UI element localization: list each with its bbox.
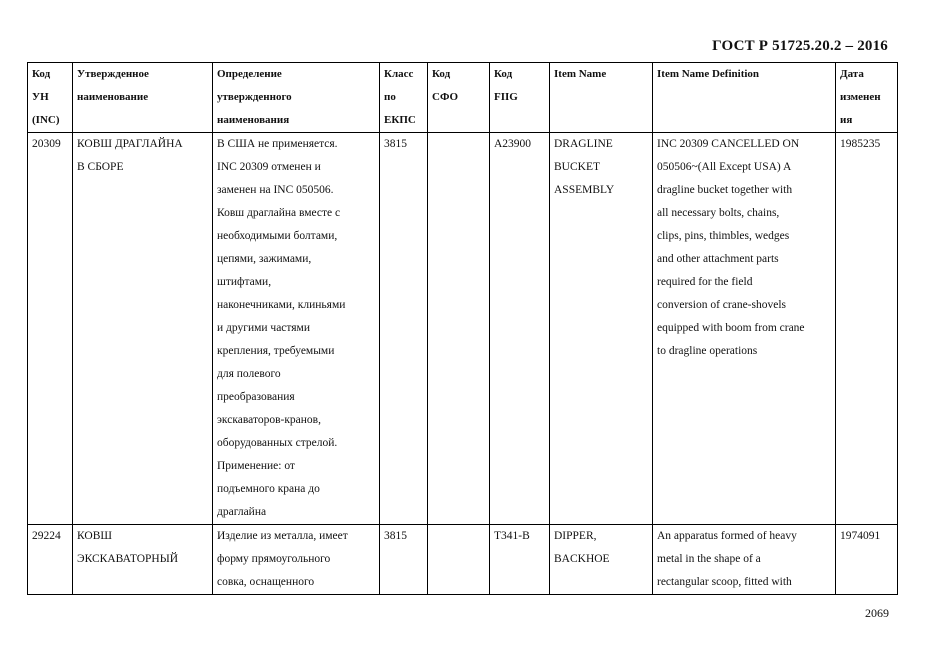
cell-fiig-code: A23900	[490, 133, 550, 525]
cell-change-date: 1985235	[836, 133, 898, 525]
cell-sfo-code	[428, 133, 490, 525]
header-item-name: Item Name	[550, 63, 653, 133]
cell-inc: 29224	[28, 525, 73, 595]
cell-definition: Изделие из металла, имеет форму прямоугольного совка, оснащенного	[213, 525, 380, 595]
page-number: 2069	[865, 606, 889, 620]
cell-item-name-definition: An apparatus formed of heavy metal in the shape of a rectangular scoop, fitted with	[653, 525, 836, 595]
header-definition: Определение утвержденного наименования	[213, 63, 380, 133]
cell-approved-name: КОВШ ДРАГЛАЙНА В СБОРЕ	[73, 133, 213, 525]
header-fiig-code: Код FIIG	[490, 63, 550, 133]
table-row	[28, 525, 898, 595]
cell-inc: 20309	[28, 133, 73, 525]
cell-ekps-class: 3815	[380, 133, 428, 525]
standard-designation: ГОСТ Р 51725.20.2 – 2016	[712, 38, 888, 54]
table-header-row	[28, 63, 898, 133]
cell-fiig-code: T341-B	[490, 525, 550, 595]
cell-ekps-class: 3815	[380, 525, 428, 595]
header-approved-name: Утвержденное наименование	[73, 63, 213, 133]
header-sfo-code: Код СФО	[428, 63, 490, 133]
cell-item-name: DRAGLINE BUCKET ASSEMBLY	[550, 133, 653, 525]
header-ekps-class: Класс по ЕКПС	[380, 63, 428, 133]
header-item-name-definition: Item Name Definition	[653, 63, 836, 133]
cell-definition: В США не применяется. INC 20309 отменен и заменен на INC 050506. Ковш драглайна вместе с необходимыми болтами, цепями, зажимами, штифтами, наконечниками, клиньями и другими частями крепления, требуемыми для полевого преобразования экскаваторов-кранов, оборудованных стрелой. Применение: от подъемного крана до драглайна	[213, 133, 380, 525]
cell-item-name-definition: INC 20309 CANCELLED ON 050506~(All Except USA) A dragline bucket together with all necessary bolts, chains, clips, pins, thimbles, wedges and other attachment parts required for the field conversion of crane-shovels equipped with boom from crane to dragline operations	[653, 133, 836, 525]
table-row	[28, 133, 898, 525]
classification-table	[27, 62, 898, 595]
header-inc: Код УН (INC)	[28, 63, 73, 133]
header-change-date: Дата изменен ия	[836, 63, 898, 133]
cell-item-name: DIPPER, BACKHOE	[550, 525, 653, 595]
cell-change-date: 1974091	[836, 525, 898, 595]
cell-sfo-code	[428, 525, 490, 595]
cell-approved-name: КОВШ ЭКСКАВАТОРНЫЙ	[73, 525, 213, 595]
